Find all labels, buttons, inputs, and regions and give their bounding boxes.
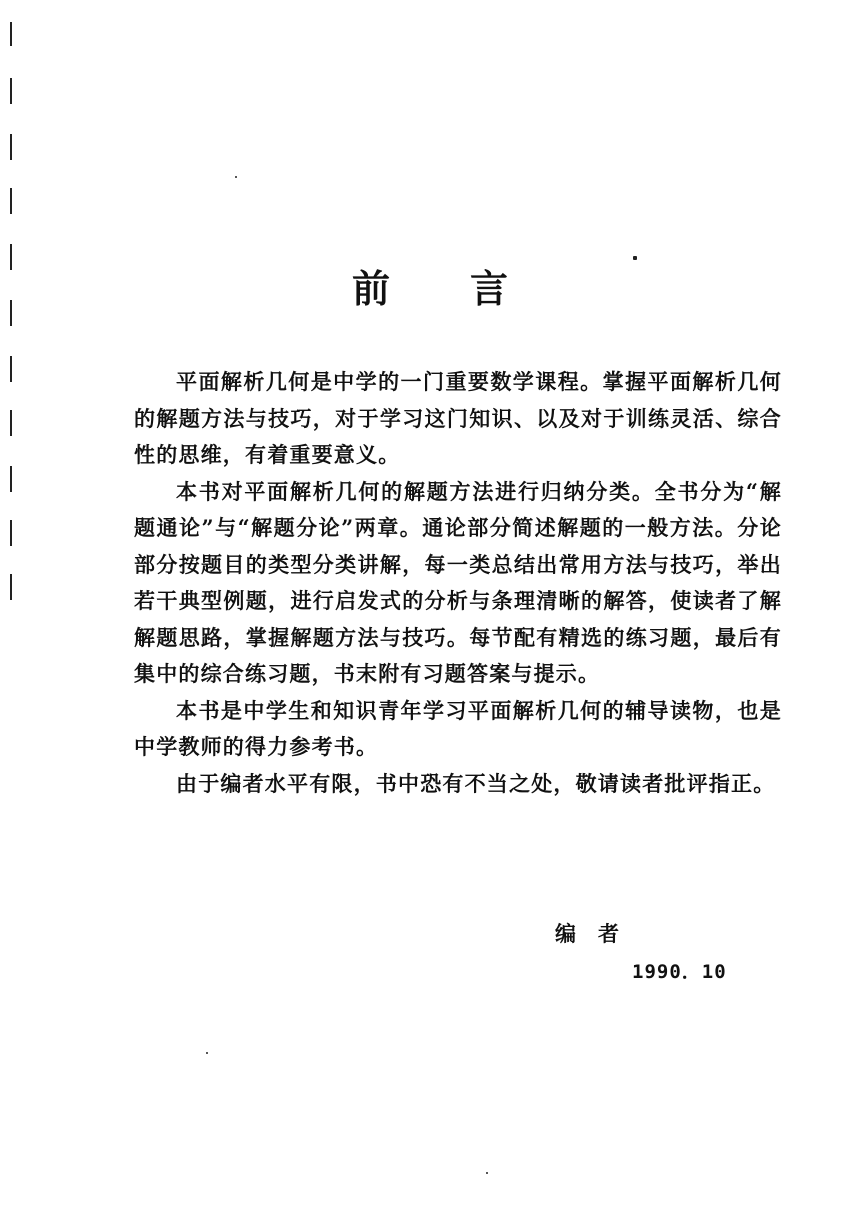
scan-edge-mark [10, 466, 12, 492]
paragraph-2: 本书对平面解析几何的解题方法进行归纳分类。全书分为“解题通论”与“解题分论”两章。通论部分简述解题的一般方法。分论部分按题目的类型分类讲解，每一类总结出常用方法与技巧，举出若干典型例题，进行启发式的分析与条理清晰的解答，使读者了解解题思路，掌握解题方法与技巧。每节配有精选的练习题，最后有集中的综合练习题，书末附有习题答案与提示。 [134, 478, 782, 686]
scan-edge-mark [10, 410, 12, 436]
paragraph-1: 平面解析几何是中学的一门重要数学课程。掌握平面解析几何的解题方法与技巧，对于学习这门知识、以及对于训练灵活、综合性的思维，有着重要意义。 [134, 369, 782, 467]
title-char-left: 前 [351, 266, 390, 311]
paragraph-4: 由于编者水平有限，书中恐有不当之处，敬请读者批评指正。 [176, 770, 776, 796]
preface-body [134, 364, 782, 802]
scan-edge-mark [10, 188, 12, 214]
signature: 编者 [555, 921, 641, 946]
scan-speck [206, 1052, 208, 1054]
scan-speck [235, 176, 237, 178]
scan-edge-mark [10, 22, 12, 46]
title-char-right: 言 [470, 266, 509, 311]
scan-speck [486, 1172, 488, 1174]
date: 1990．10 [632, 961, 727, 983]
scan-edge-mark [10, 520, 12, 546]
scan-edge-mark [10, 574, 12, 600]
scan-edge-mark [10, 134, 12, 160]
page-title [0, 258, 860, 313]
scan-edge-mark [10, 78, 12, 104]
paragraph-3: 本书是中学生和知识青年学习平面解析几何的辅导读物，也是中学教师的得力参考书。 [134, 697, 782, 759]
scan-edge-mark [10, 356, 12, 382]
